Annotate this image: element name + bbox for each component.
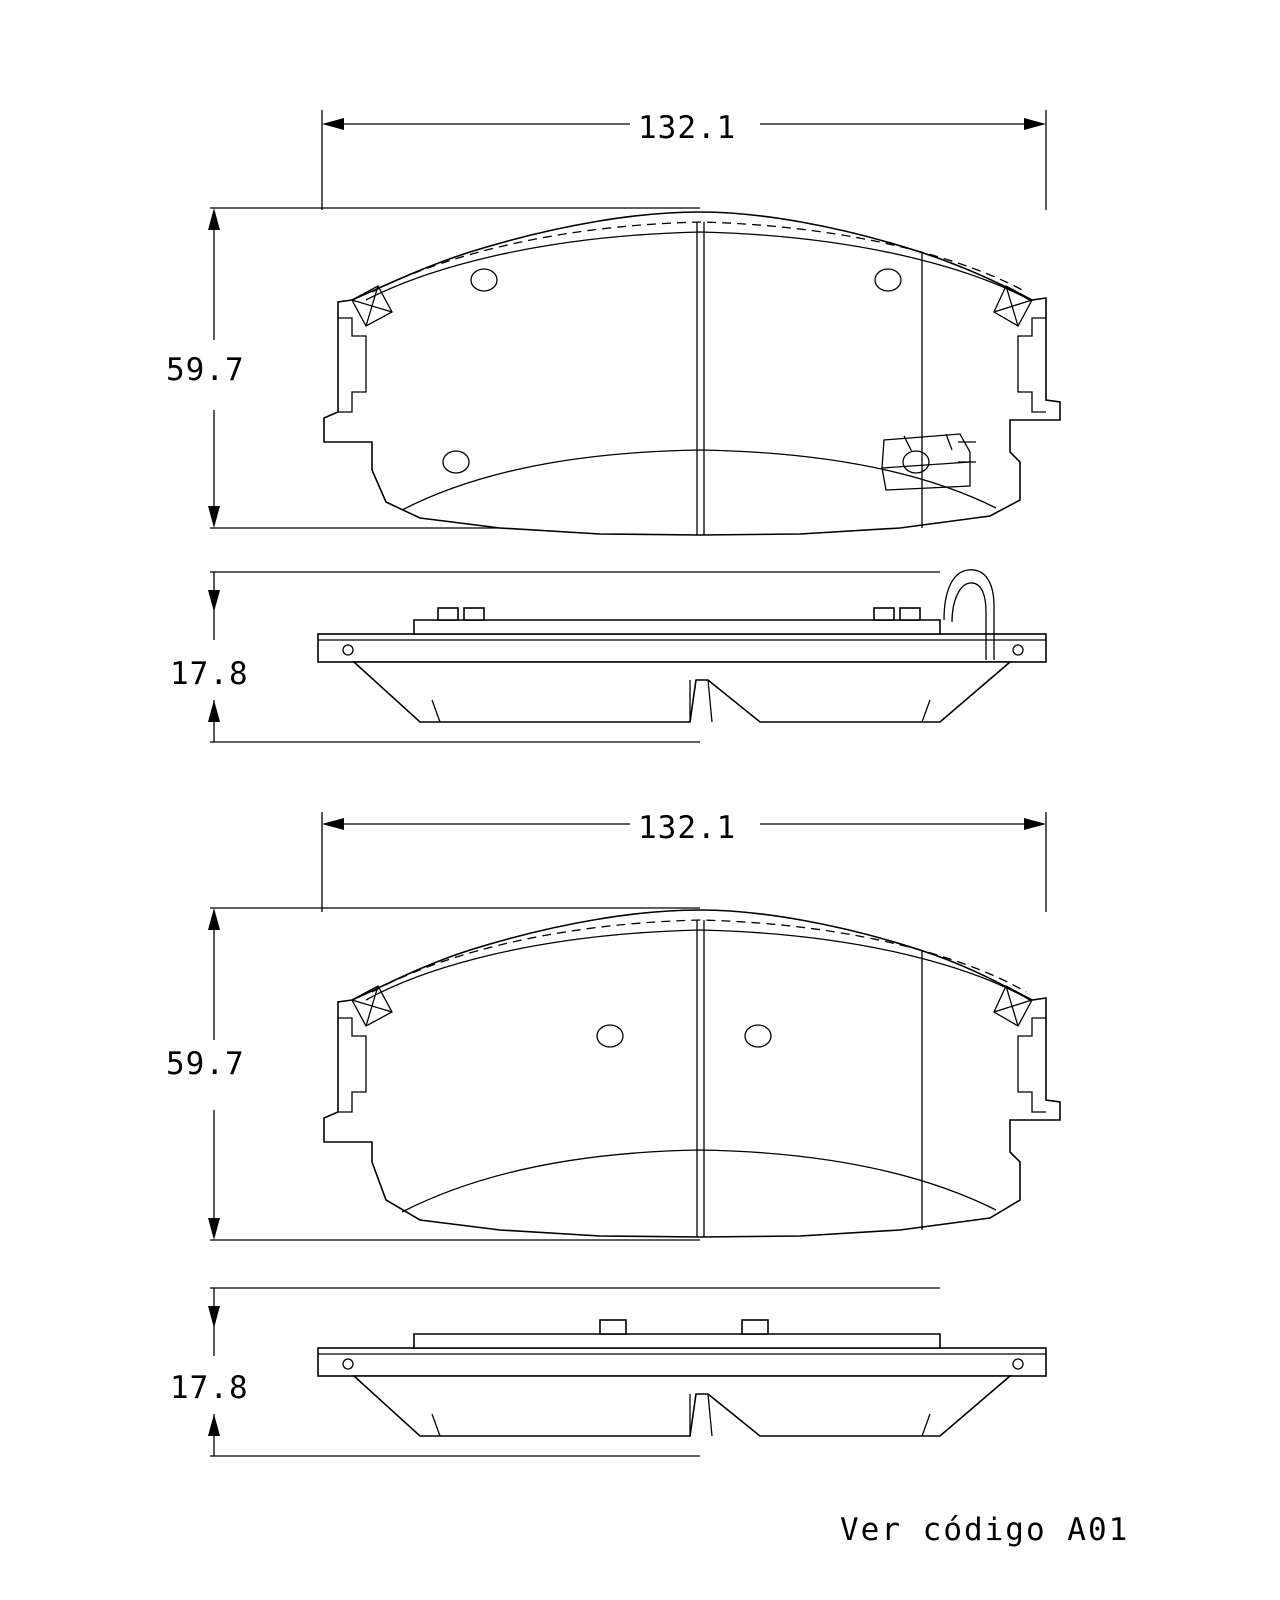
top-height-dimension-label: 59.7 — [166, 352, 245, 388]
top-pad-side-view — [318, 570, 1046, 722]
top-pad-front-view — [324, 212, 1060, 535]
bottom-height-dimension-label: 59.7 — [166, 1046, 245, 1082]
bottom-thickness-dimension-label: 17.8 — [170, 1370, 249, 1406]
bottom-pad-front-view — [324, 910, 1060, 1237]
drawing-note: Ver código A01 — [840, 1512, 1130, 1548]
bottom-pad-side-view — [318, 1320, 1046, 1436]
bottom-width-dimension-label: 132.1 — [638, 810, 737, 846]
top-width-dimension-label: 132.1 — [638, 110, 737, 146]
top-thickness-dimension-label: 17.8 — [170, 656, 249, 692]
